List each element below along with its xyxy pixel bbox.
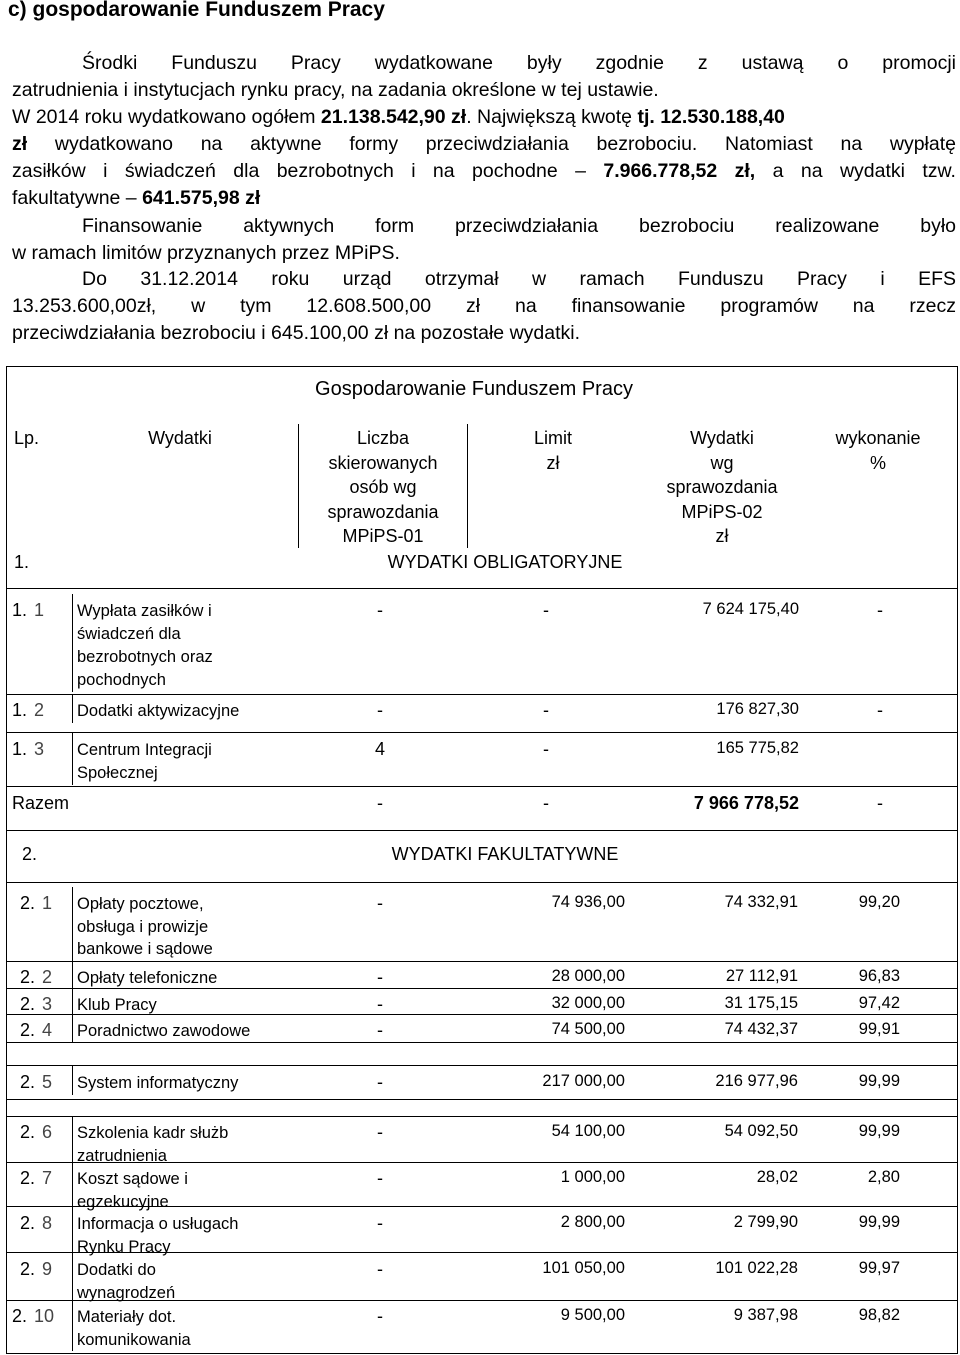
column-header-wydatki-wg: zł <box>715 526 729 546</box>
total-wydatki: 7 966 778,52 <box>693 793 799 813</box>
cell-wydatki: 74 332,91 <box>724 893 798 911</box>
cell-liczba: - <box>377 994 383 1014</box>
cell-liczba: - <box>377 1020 383 1040</box>
row-label: egzekucyjne <box>77 1192 169 1211</box>
cell-wykonanie: - <box>877 700 883 720</box>
cell-liczba: - <box>377 1168 383 1188</box>
cell-liczba: - <box>377 1122 383 1142</box>
row-number: 1. <box>12 700 28 720</box>
row-number: 10 <box>34 1306 55 1326</box>
column-header-liczba: skierowanych <box>328 452 438 473</box>
table-rule <box>72 961 73 990</box>
row-label: wynagrodzeń <box>77 1283 176 1302</box>
column-header-limit: zł <box>546 452 560 473</box>
table-rule <box>6 694 958 695</box>
row-number: 1. <box>12 600 28 620</box>
text-line: zł wydatkowano na aktywne formy przeciwdziałania bezrobociu. Natomiast na wypłatę <box>12 133 956 155</box>
row-number: 9 <box>42 1259 53 1279</box>
paragraph-financing <box>12 213 956 267</box>
text-line: W 2014 roku wydatkowano ogółem 21.138.542,90 zł. Największą kwotę tj. 12.530.188,40 <box>12 106 785 128</box>
table-rule <box>298 424 299 548</box>
column-header-liczba: Liczba <box>356 428 410 448</box>
row-label: Materiały dot. <box>77 1308 177 1326</box>
column-header-limit: Limit <box>533 428 573 448</box>
paragraph-funds <box>12 266 956 347</box>
cell-wydatki: 54 092,50 <box>724 1122 798 1140</box>
cell-liczba: 4 <box>374 739 386 759</box>
cell-liczba: - <box>377 700 383 720</box>
row-label: Klub Pracy <box>77 996 157 1014</box>
row-number: 5 <box>42 1072 53 1092</box>
row-number: 2 <box>42 967 53 987</box>
row-number: 3 <box>34 739 45 759</box>
cell-wydatki: 28,02 <box>756 1168 798 1186</box>
row-label: świadczeń dla <box>77 625 181 643</box>
row-number: 8 <box>42 1213 53 1233</box>
column-header-wykonanie: wykonanie <box>835 428 921 448</box>
table-rule <box>72 1116 73 1167</box>
cell-limit: - <box>543 600 549 620</box>
table-rule <box>72 1014 73 1043</box>
table-rule <box>72 733 73 785</box>
table-rule <box>6 1065 958 1066</box>
column-header-wykonanie: % <box>869 452 887 473</box>
table-rule <box>6 588 958 589</box>
total-liczba: - <box>377 793 383 813</box>
table-rule <box>72 1066 73 1095</box>
row-number: 2 <box>34 700 45 720</box>
cell-wydatki: 9 387,98 <box>733 1306 798 1324</box>
cell-liczba: - <box>377 600 383 620</box>
cell-wydatki: 7 624 175,40 <box>702 600 799 618</box>
cell-wykonanie: 99,99 <box>858 1072 900 1090</box>
cell-limit: 101 050,00 <box>542 1259 625 1277</box>
column-header-lp: Lp. <box>14 428 40 448</box>
text-line: Środki Funduszu Pracy wydatkowane były zgodnie z ustawą o promocji <box>82 52 956 74</box>
cell-liczba: - <box>377 893 383 913</box>
cell-wykonanie: - <box>877 600 883 620</box>
cell-limit: 9 500,00 <box>560 1306 625 1324</box>
table-rule <box>6 882 958 883</box>
row-number: 2. <box>20 893 36 913</box>
cell-liczba: - <box>377 967 383 987</box>
table-rule <box>6 988 958 989</box>
text-line: zatrudnienia i instytucjach rynku pracy, na zadania określone w tej ustawie. <box>12 79 659 101</box>
table-rule <box>6 830 958 831</box>
table-rule <box>72 594 73 692</box>
row-label: bankowe i sądowe <box>77 940 213 958</box>
table-rule <box>6 1162 958 1163</box>
cell-limit: 1 000,00 <box>560 1168 625 1186</box>
table-rule <box>6 1252 958 1253</box>
cell-limit: - <box>543 739 549 759</box>
row-label: Poradnictwo zawodowe <box>77 1022 251 1040</box>
row-label: pochodnych <box>77 671 166 689</box>
cell-wykonanie: 98,82 <box>858 1306 900 1324</box>
cell-wydatki: 216 977,96 <box>715 1072 798 1090</box>
row-label: Informacja o usługach <box>77 1215 239 1233</box>
row-label: zatrudnienia <box>77 1146 167 1165</box>
table-rule <box>6 1300 958 1301</box>
row-label: Opłaty pocztowe, <box>77 895 204 913</box>
cell-wykonanie: 97,42 <box>858 994 900 1012</box>
table-rule <box>6 1206 958 1207</box>
row-label: Wypłata zasiłków i <box>77 602 212 620</box>
table-rule <box>6 732 958 733</box>
row-label: Szkolenia kadr służb <box>77 1124 229 1142</box>
row-number: 2. <box>20 1213 36 1233</box>
row-label: Rynku Pracy <box>77 1237 171 1256</box>
row-number: 4 <box>42 1020 53 1040</box>
section-heading: c) gospodarowanie Funduszem Pracy <box>8 0 385 21</box>
cell-limit: 2 800,00 <box>560 1213 625 1231</box>
column-header-wydatki-wg: wg <box>710 452 734 473</box>
section-label: WYDATKI OBLIGATORYJNE <box>387 552 623 572</box>
table-rule <box>6 961 958 962</box>
text-line: Finansowanie aktywnych form przeciwdziałania bezrobociu realizowane było <box>82 215 956 237</box>
row-number: 3 <box>42 994 53 1014</box>
column-header-wydatki-wg: Wydatki <box>690 428 754 448</box>
row-label: Opłaty telefoniczne <box>77 969 218 987</box>
cell-limit: 54 100,00 <box>551 1122 625 1140</box>
text-line: 13.253.600,00zł, w tym 12.608.500,00 zł na finansowanie programów na rzecz <box>12 295 956 317</box>
column-header-wydatki: Wydatki <box>148 428 212 448</box>
cell-wykonanie: 99,91 <box>858 1020 900 1038</box>
row-label: System informatyczny <box>77 1074 239 1092</box>
row-number: 2. <box>20 994 36 1014</box>
section-label: WYDATKI FAKULTATYWNE <box>391 844 619 864</box>
cell-wydatki: 176 827,30 <box>716 700 799 718</box>
text-line: fakultatywne – 641.575,98 zł <box>12 187 261 209</box>
row-number: 2. <box>20 1072 36 1092</box>
table-rule <box>72 1207 73 1258</box>
cell-wydatki: 74 432,37 <box>724 1020 798 1038</box>
table-rule <box>6 1116 958 1117</box>
row-number: 1 <box>34 600 45 620</box>
total-wykonanie: - <box>877 793 883 813</box>
row-label: bezrobotnych oraz <box>77 648 213 666</box>
table-title: Gospodarowanie Funduszem Pracy <box>315 378 633 400</box>
table-rule <box>6 1014 958 1015</box>
row-number: 2. <box>20 1020 36 1040</box>
row-number: 2. <box>20 1259 36 1279</box>
cell-limit: 74 500,00 <box>551 1020 625 1038</box>
cell-limit: - <box>543 700 549 720</box>
cell-wydatki: 165 775,82 <box>716 739 799 757</box>
row-label: obsługa i prowizje <box>77 917 209 936</box>
row-label: Dodatki do <box>77 1261 156 1279</box>
cell-limit: 32 000,00 <box>551 994 625 1012</box>
column-header-liczba: osób wg <box>349 477 417 497</box>
row-label: komunikowania <box>77 1330 191 1349</box>
section-number: 2. <box>22 844 38 864</box>
column-header-liczba: sprawozdania <box>327 501 439 522</box>
column-header-wydatki-wg: sprawozdania <box>666 477 778 497</box>
column-header-liczba: MPiPS-01 <box>342 526 424 546</box>
cell-liczba: - <box>377 1306 383 1326</box>
row-number: 7 <box>42 1168 53 1188</box>
table-rule <box>72 988 73 1017</box>
cell-wydatki: 101 022,28 <box>715 1259 798 1277</box>
cell-wydatki: 31 175,15 <box>724 994 798 1012</box>
paragraph-summary <box>12 50 956 212</box>
row-label: Centrum Integracji <box>77 741 212 759</box>
cell-wykonanie: 96,83 <box>858 967 900 985</box>
cell-liczba: - <box>377 1259 383 1279</box>
text-line: Do 31.12.2014 roku urząd otrzymał w ramach Funduszu Pracy i EFS <box>82 268 956 290</box>
row-label: Koszt sądowe i <box>77 1170 188 1188</box>
table-rule <box>467 424 468 548</box>
cell-wykonanie: 99,97 <box>858 1259 900 1277</box>
table-rule <box>72 1300 73 1351</box>
total-limit: - <box>543 793 549 813</box>
cell-liczba: - <box>377 1072 383 1092</box>
row-number: 2. <box>20 1122 36 1142</box>
cell-wydatki: 2 799,90 <box>733 1213 798 1231</box>
cell-wykonanie: 99,99 <box>858 1213 900 1231</box>
column-header-wydatki-wg: MPiPS-02 <box>681 501 763 522</box>
row-label: Dodatki aktywizacyjne <box>77 702 240 720</box>
table-rule <box>72 694 73 723</box>
table-rule <box>6 786 958 787</box>
row-number: 2. <box>12 1306 28 1326</box>
table-rule <box>72 887 73 961</box>
table-rule <box>72 1253 73 1304</box>
text-line: przeciwdziałania bezrobociu i 645.100,00 zł na pozostałe wydatki. <box>12 322 581 344</box>
cell-limit: 217 000,00 <box>542 1072 625 1090</box>
cell-wykonanie: 99,20 <box>858 893 900 911</box>
section-number: 1. <box>14 552 30 572</box>
row-number: 2. <box>20 1168 36 1188</box>
row-number: 1. <box>12 739 28 759</box>
cell-wydatki: 27 112,91 <box>725 967 798 985</box>
cell-wykonanie: 99,99 <box>858 1122 900 1140</box>
row-number: 1 <box>42 893 53 913</box>
text-line: zasiłków i świadczeń dla bezrobotnych i na pochodne – 7.966.778,52 zł, a na wydatki tzw. <box>12 160 956 182</box>
cell-wykonanie: 2,80 <box>867 1168 900 1186</box>
cell-liczba: - <box>377 1213 383 1233</box>
total-label: Razem <box>12 793 70 813</box>
table-rule <box>6 1042 958 1043</box>
table-rule <box>6 1099 958 1100</box>
text-line: w ramach limitów przyznanych przez MPiPS. <box>12 242 400 264</box>
row-number: 2. <box>20 967 36 987</box>
cell-limit: 74 936,00 <box>551 893 625 911</box>
row-label: Społecznej <box>77 764 158 782</box>
row-number: 6 <box>42 1122 53 1142</box>
cell-limit: 28 000,00 <box>551 967 625 985</box>
